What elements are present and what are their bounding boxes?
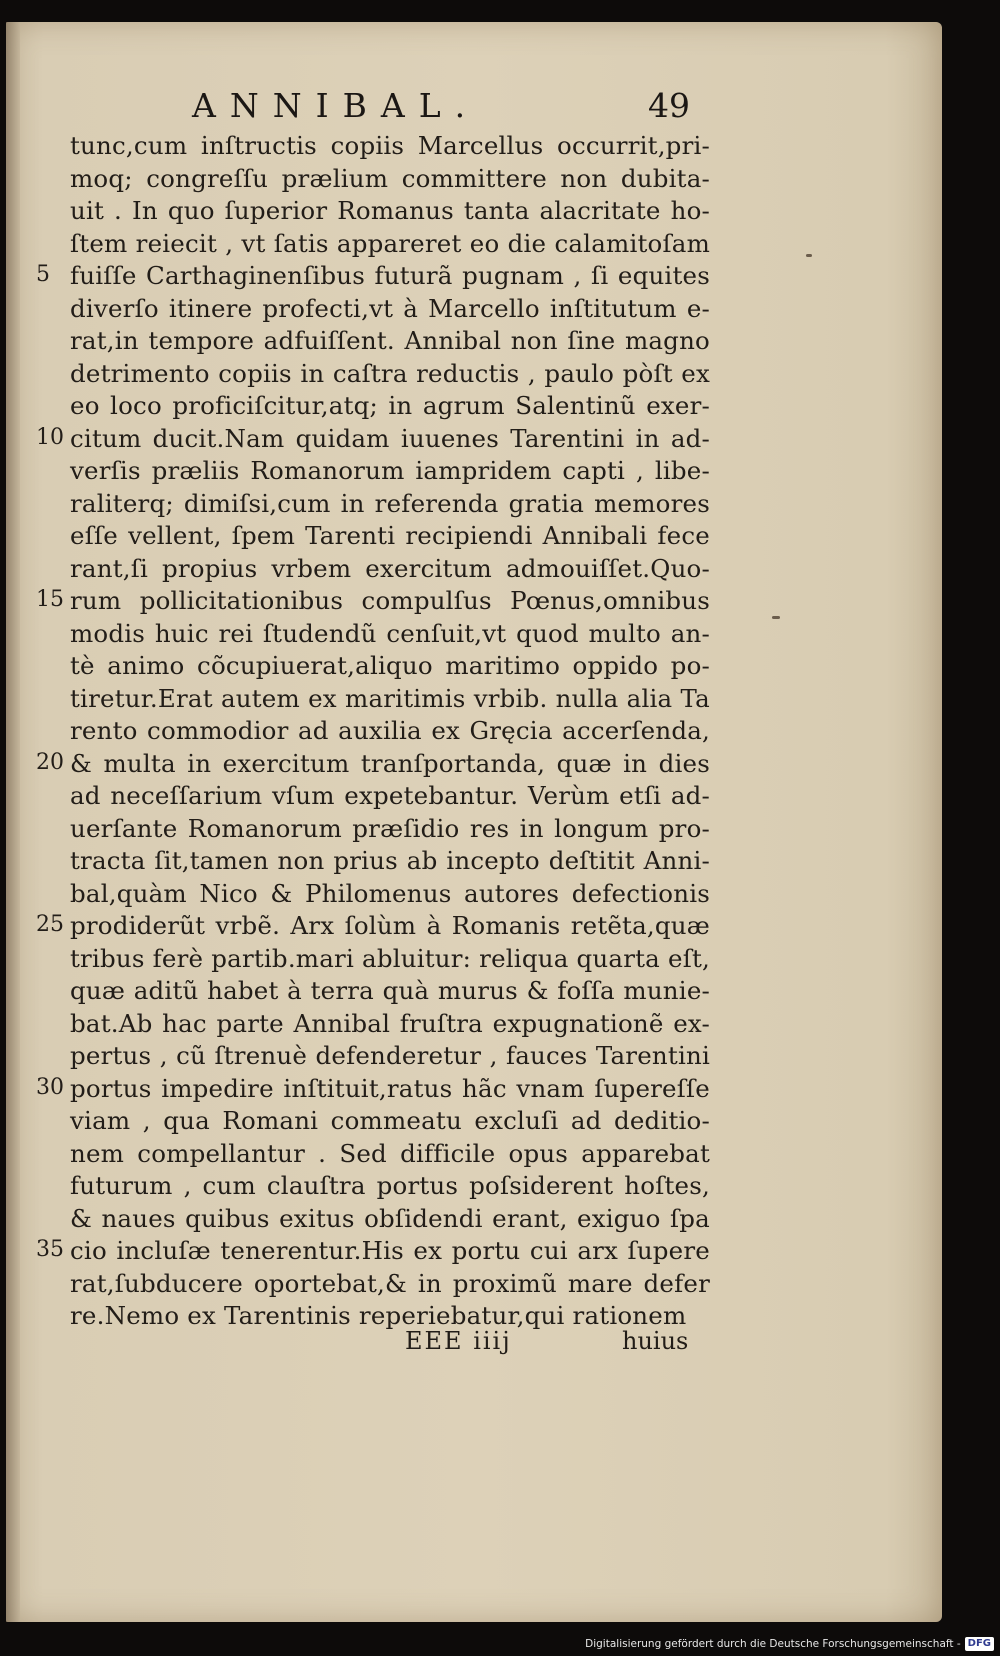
text-line: uerſante Romanorum præſidio res in longum pro- bbox=[70, 813, 710, 843]
text-line: pertus , cũ ſtrenuè defenderetur , fauces Tarentini bbox=[70, 1041, 710, 1070]
line-number: 30 bbox=[36, 1074, 64, 1100]
paper-speck bbox=[772, 616, 780, 619]
text-line: tribus ferè partib.mari abluitur: reliqua quarta eſt, bbox=[70, 943, 710, 973]
text-line: uit . In quo ſuperior Romanus tanta alacritate ho- bbox=[70, 196, 710, 225]
page-header bbox=[0, 86, 1000, 136]
text-line: detrimento copiis in caſtra reductis , paulo pòſt ex bbox=[70, 358, 710, 388]
text-line: cio incluſæ tenerentur.His ex portu cui arx ſupere bbox=[70, 1236, 710, 1265]
credit-line bbox=[585, 1636, 994, 1652]
page-footer bbox=[0, 1327, 1000, 1363]
paper-speck bbox=[806, 254, 812, 257]
text-line: bat.Ab hac parte Annibal fruſtra expugnationẽ ex- bbox=[70, 1008, 710, 1038]
text-line: & naues quibus exitus obſidendi erant, exiguo ſpa bbox=[70, 1203, 710, 1233]
text-line: rento commodior ad auxilia ex Gręcia accerſenda, bbox=[70, 716, 710, 745]
text-line: quæ aditũ habet à terra quà murus & foſſa munie- bbox=[70, 976, 710, 1005]
text-line: tracta ſit,tamen non prius ab incepto deſtitit Anni- bbox=[70, 846, 710, 875]
text-line: futurum , cum clauſtra portus poſsiderent hoſtes, bbox=[70, 1171, 710, 1200]
text-line: tiretur.Erat autem ex maritimis vrbib. nulla alia Ta bbox=[70, 683, 710, 713]
text-line: rum pollicitationibus compulſus Pœnus,omnibus bbox=[70, 586, 710, 615]
text-line: rat,in tempore adfuiſſent. Annibal non ſine magno bbox=[70, 326, 710, 355]
text-line: rant,ſi propius vrbem exercitum admouiſſet.Quo- bbox=[70, 553, 710, 583]
credit-text: Digitalisierung gefördert durch die Deutsche Forschungsgemeinschaft - bbox=[585, 1638, 961, 1650]
text-line: prodiderũt vrbẽ. Arx ſolùm à Romanis retẽta,quæ bbox=[70, 911, 710, 940]
dfg-logo: DFG bbox=[965, 1637, 994, 1651]
text-line: raliterq; dimiſsi,cum in referenda gratia memores bbox=[70, 488, 710, 518]
text-line: modis huic rei ſtudendũ cenſuit,vt quod multo an- bbox=[70, 618, 710, 648]
text-line: eſſe vellent, ſpem Tarenti recipiendi Annibali fece bbox=[70, 521, 710, 550]
text-line: eo loco proficiſcitur,atq; in agrum Salentinũ exer- bbox=[70, 391, 710, 420]
line-number: 35 bbox=[36, 1237, 64, 1262]
text-line: rat,ſubducere oportebat,& in proximũ mare defer bbox=[70, 1268, 710, 1298]
line-number: 5 bbox=[36, 262, 50, 287]
text-line: re.Nemo ex Tarentinis reperiebatur,qui rationem bbox=[70, 1301, 687, 1330]
text-line: verſis præliis Romanorum iampridem capti , libe- bbox=[70, 456, 710, 485]
page-gutter bbox=[6, 22, 20, 1622]
page-number: 49 bbox=[648, 86, 690, 125]
text-line: tè animo cõcupiuerat,aliquo maritimo oppido po- bbox=[70, 651, 710, 680]
text-line: citum ducit.Nam quidam iuuenes Tarentini in ad- bbox=[70, 423, 710, 453]
text-line: fuiſſe Carthaginenſibus futurã pugnam , ſi equites bbox=[70, 261, 710, 290]
text-line: tunc,cum inſtructis copiis Marcellus occurrit,pri- bbox=[70, 131, 710, 160]
text-line: bal,quàm Nico & Philomenus autores defectionis bbox=[70, 878, 710, 908]
text-line: ad neceſſarium vſum expetebantur. Verùm etſi ad- bbox=[70, 781, 710, 810]
signature-mark: EEE iiij bbox=[405, 1327, 512, 1355]
text-line: diverſo itinere profecti,vt à Marcello inſtitutum e- bbox=[70, 293, 710, 323]
text-line: ſtem reiecit , vt ſatis appareret eo die calamitoſam bbox=[70, 228, 710, 258]
text-line: & multa in exercitum tranſportanda, quæ in dies bbox=[70, 748, 710, 778]
running-title: ANNIBAL. bbox=[192, 86, 480, 125]
text-line: viam , qua Romani commeatu excluſi ad deditio- bbox=[70, 1106, 710, 1135]
line-number: 20 bbox=[36, 749, 64, 775]
text-line: portus impedire inſtituit,ratus hãc vnam ſupereſſe bbox=[70, 1073, 710, 1103]
text-line: moq; congreſſu prælium committere non dubita- bbox=[70, 163, 710, 193]
catchword: huius bbox=[622, 1327, 689, 1355]
line-number: 10 bbox=[36, 424, 64, 450]
text-block bbox=[70, 130, 710, 1333]
line-number: 25 bbox=[36, 912, 64, 937]
line-number: 15 bbox=[36, 587, 64, 612]
text-line: nem compellantur . Sed difficile opus apparebat bbox=[70, 1138, 710, 1168]
